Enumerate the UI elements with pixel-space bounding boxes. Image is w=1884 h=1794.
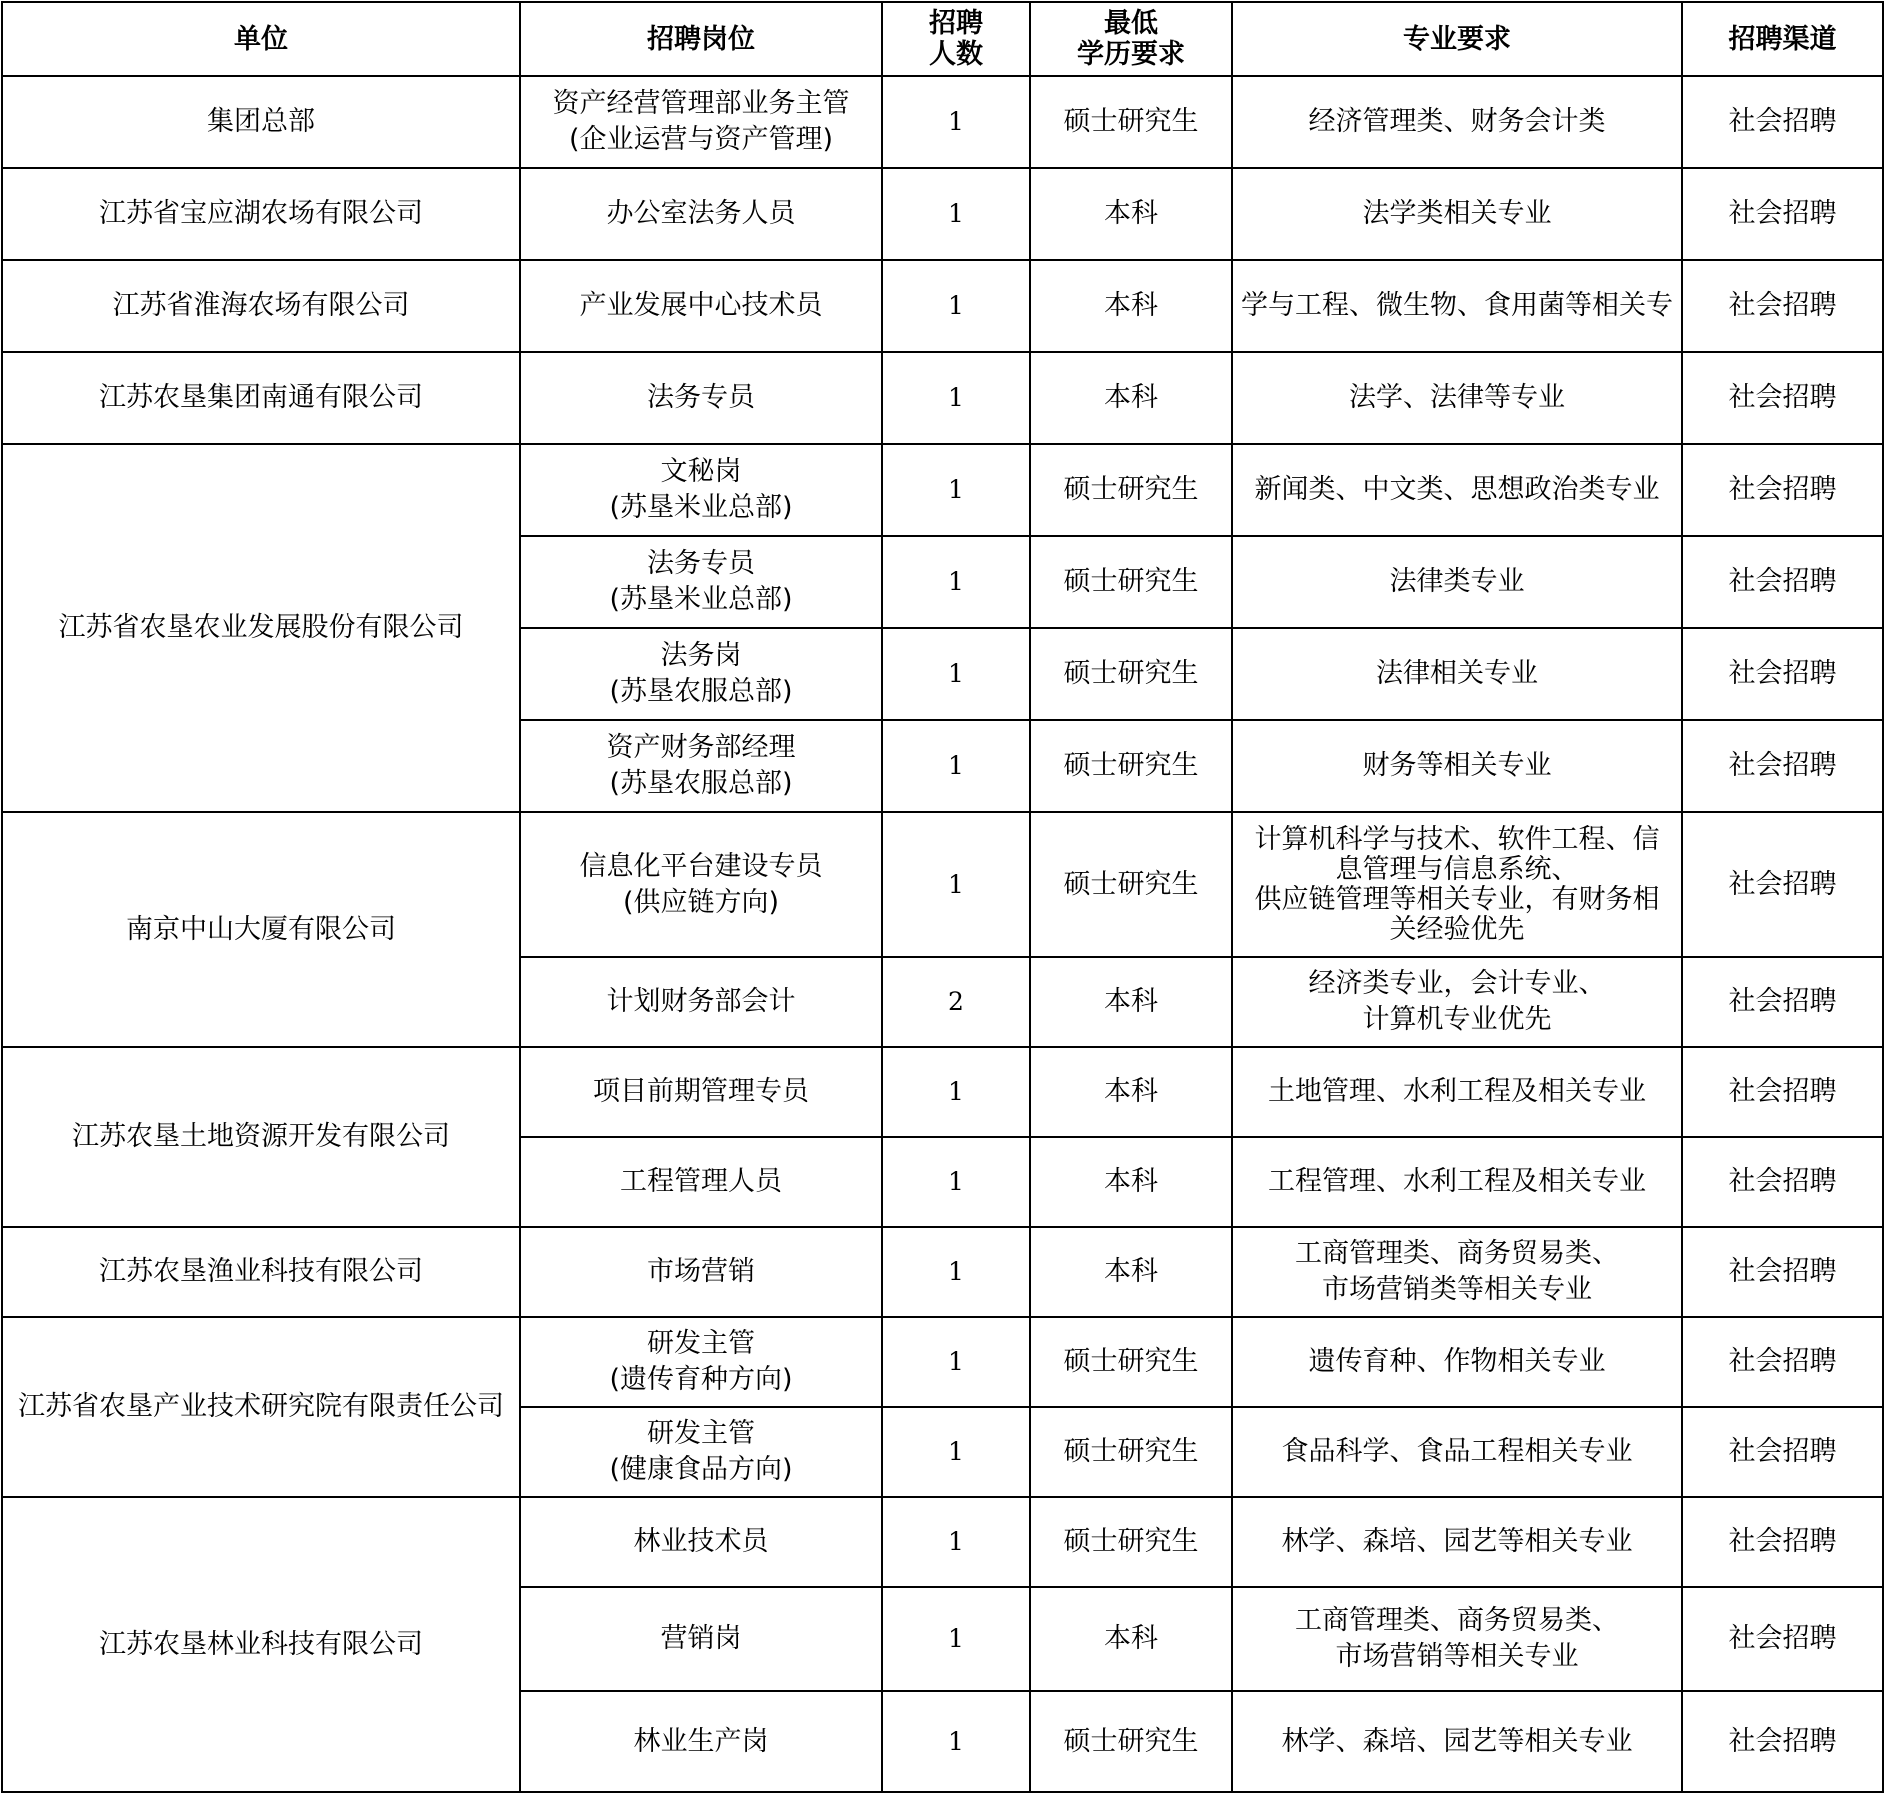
unit-cell: 江苏农垦集团南通有限公司 xyxy=(2,352,520,444)
major-line: 法学、法律等专业 xyxy=(1349,382,1565,413)
position-cell xyxy=(520,444,882,536)
major-line: 法学类相关专业 xyxy=(1362,198,1552,229)
table-row xyxy=(2,444,1883,536)
major-cell xyxy=(1232,1587,1682,1691)
major-line: 法律相关专业 xyxy=(1376,658,1538,689)
position-line: 计划财务部会计 xyxy=(606,986,796,1017)
count-cell: 1 xyxy=(882,1691,1030,1792)
channel-cell: 社会招聘 xyxy=(1682,1497,1883,1587)
channel-cell: 社会招聘 xyxy=(1682,1227,1883,1317)
count-cell: 1 xyxy=(882,628,1030,720)
major-line: 林学、森培、园艺等相关专业 xyxy=(1281,1725,1633,1757)
major-cell xyxy=(1232,1047,1682,1137)
position-line: 法务专员 xyxy=(647,548,755,579)
major-cell xyxy=(1232,168,1682,260)
major-line: 计算机专业优先 xyxy=(1362,1004,1552,1035)
count-cell: 1 xyxy=(882,260,1030,352)
table-header xyxy=(2,2,1883,76)
major-line: 工商管理类、商务贸易类、 xyxy=(1295,1605,1619,1636)
major-line: 遗传育种、作物相关专业 xyxy=(1308,1346,1606,1377)
position-subline: (苏垦农服总部) xyxy=(609,768,793,799)
header-channel: 招聘渠道 xyxy=(1682,2,1883,76)
channel-cell: 社会招聘 xyxy=(1682,76,1883,168)
position-line: 市场营销 xyxy=(647,1256,755,1287)
position-line: 资产财务部经理 xyxy=(606,732,796,763)
major-cell xyxy=(1232,1407,1682,1497)
channel-cell: 社会招聘 xyxy=(1682,536,1883,628)
education-cell: 本科 xyxy=(1030,260,1232,352)
position-subline: (企业运营与资产管理) xyxy=(568,124,834,155)
unit-cell: 江苏省农垦产业技术研究院有限责任公司 xyxy=(2,1317,520,1497)
major-cell xyxy=(1232,1317,1682,1407)
major-line: 学与工程、微生物、食用菌等相关专 xyxy=(1241,290,1673,321)
position-subline: (苏垦米业总部) xyxy=(609,584,793,615)
unit-cell: 南京中山大厦有限公司 xyxy=(2,812,520,1047)
position-cell xyxy=(520,1317,882,1407)
count-cell: 1 xyxy=(882,812,1030,957)
major-cell xyxy=(1232,444,1682,536)
channel-cell: 社会招聘 xyxy=(1682,1587,1883,1691)
education-cell: 本科 xyxy=(1030,1047,1232,1137)
channel-cell: 社会招聘 xyxy=(1682,1407,1883,1497)
recruitment-table xyxy=(1,1,1884,1793)
education-cell: 硕士研究生 xyxy=(1030,628,1232,720)
count-cell: 1 xyxy=(882,1317,1030,1407)
education-cell: 硕士研究生 xyxy=(1030,444,1232,536)
position-line: 项目前期管理专员 xyxy=(593,1076,809,1107)
table-row xyxy=(2,1047,1883,1137)
channel-cell: 社会招聘 xyxy=(1682,812,1883,957)
count-cell: 1 xyxy=(882,76,1030,168)
position-cell xyxy=(520,720,882,812)
table-row xyxy=(2,168,1883,260)
count-cell: 1 xyxy=(882,720,1030,812)
unit-cell: 江苏农垦土地资源开发有限公司 xyxy=(2,1047,520,1227)
unit-cell: 江苏省淮海农场有限公司 xyxy=(2,260,520,352)
unit-cell: 江苏农垦林业科技有限公司 xyxy=(2,1497,520,1792)
position-subline: (遗传育种方向) xyxy=(609,1364,793,1395)
position-line: 法务岗 xyxy=(660,640,742,671)
channel-cell: 社会招聘 xyxy=(1682,957,1883,1047)
position-line: 林业生产岗 xyxy=(633,1725,769,1757)
major-cell xyxy=(1232,1497,1682,1587)
major-line: 林学、森培、园艺等相关专业 xyxy=(1281,1526,1633,1557)
position-cell xyxy=(520,1137,882,1227)
position-subline: (供应链方向) xyxy=(622,886,780,918)
position-cell xyxy=(520,260,882,352)
major-cell xyxy=(1232,260,1682,352)
education-cell: 硕士研究生 xyxy=(1030,536,1232,628)
position-line: 文秘岗 xyxy=(660,456,742,487)
header-row xyxy=(2,2,1883,76)
table-row xyxy=(2,812,1883,957)
position-cell xyxy=(520,1407,882,1497)
position-line: 法务专员 xyxy=(647,382,755,413)
table-body xyxy=(2,76,1883,1792)
position-cell xyxy=(520,168,882,260)
channel-cell: 社会招聘 xyxy=(1682,628,1883,720)
unit-cell: 江苏省宝应湖农场有限公司 xyxy=(2,168,520,260)
position-subline: (苏垦农服总部) xyxy=(609,676,793,707)
position-line: 产业发展中心技术员 xyxy=(579,290,823,321)
major-line: 息管理与信息系统、 xyxy=(1335,854,1579,885)
major-line: 法律类专业 xyxy=(1389,566,1525,597)
channel-cell: 社会招聘 xyxy=(1682,1691,1883,1792)
count-cell: 1 xyxy=(882,536,1030,628)
education-cell: 硕士研究生 xyxy=(1030,720,1232,812)
major-line: 经济类专业，会计专业、 xyxy=(1308,968,1606,999)
header-count-line2: 人数 xyxy=(929,39,983,70)
education-cell: 本科 xyxy=(1030,1587,1232,1691)
position-cell xyxy=(520,1691,882,1792)
count-cell: 1 xyxy=(882,1407,1030,1497)
table-row xyxy=(2,1227,1883,1317)
major-line: 财务等相关专业 xyxy=(1362,750,1552,781)
major-line: 经济管理类、财务会计类 xyxy=(1308,106,1606,137)
position-cell xyxy=(520,1227,882,1317)
major-line: 市场营销等相关专业 xyxy=(1335,1641,1579,1672)
count-cell: 1 xyxy=(882,1497,1030,1587)
education-cell: 本科 xyxy=(1030,957,1232,1047)
education-cell: 硕士研究生 xyxy=(1030,1691,1232,1792)
major-line: 工程管理、水利工程及相关专业 xyxy=(1268,1166,1646,1197)
header-count xyxy=(882,2,1030,76)
channel-cell: 社会招聘 xyxy=(1682,352,1883,444)
major-cell xyxy=(1232,720,1682,812)
position-line: 研发主管 xyxy=(647,1328,755,1359)
major-cell xyxy=(1232,1691,1682,1792)
channel-cell: 社会招聘 xyxy=(1682,720,1883,812)
major-line: 新闻类、中文类、思想政治类专业 xyxy=(1254,474,1660,505)
header-education-line2: 学历要求 xyxy=(1077,39,1185,70)
major-cell xyxy=(1232,352,1682,444)
position-subline: (健康食品方向) xyxy=(609,1454,793,1485)
position-cell xyxy=(520,957,882,1047)
position-cell xyxy=(520,352,882,444)
position-cell xyxy=(520,1587,882,1691)
major-line: 关经验优先 xyxy=(1389,914,1525,945)
education-cell: 本科 xyxy=(1030,168,1232,260)
major-cell xyxy=(1232,1137,1682,1227)
education-cell: 硕士研究生 xyxy=(1030,812,1232,957)
count-cell: 2 xyxy=(882,957,1030,1047)
position-line: 信息化平台建设专员 xyxy=(579,850,823,882)
unit-cell: 江苏农垦渔业科技有限公司 xyxy=(2,1227,520,1317)
count-cell: 1 xyxy=(882,168,1030,260)
table-row xyxy=(2,1497,1883,1587)
major-line: 计算机科学与技术、软件工程、信 xyxy=(1254,824,1660,855)
position-subline: (苏垦米业总部) xyxy=(609,492,793,523)
table-row xyxy=(2,260,1883,352)
major-cell xyxy=(1232,628,1682,720)
education-cell: 硕士研究生 xyxy=(1030,1317,1232,1407)
header-position: 招聘岗位 xyxy=(520,2,882,76)
education-cell: 本科 xyxy=(1030,1137,1232,1227)
count-cell: 1 xyxy=(882,1047,1030,1137)
header-major: 专业要求 xyxy=(1232,2,1682,76)
unit-cell: 集团总部 xyxy=(2,76,520,168)
channel-cell: 社会招聘 xyxy=(1682,168,1883,260)
education-cell: 硕士研究生 xyxy=(1030,1407,1232,1497)
header-education-line1: 最低 xyxy=(1104,8,1158,39)
position-line: 林业技术员 xyxy=(633,1526,769,1557)
position-cell xyxy=(520,1047,882,1137)
major-cell xyxy=(1232,1227,1682,1317)
major-line: 市场营销类等相关专业 xyxy=(1322,1274,1592,1305)
major-cell xyxy=(1232,812,1682,957)
major-cell xyxy=(1232,76,1682,168)
major-cell xyxy=(1232,957,1682,1047)
education-cell: 硕士研究生 xyxy=(1030,76,1232,168)
table-row xyxy=(2,1317,1883,1407)
count-cell: 1 xyxy=(882,1137,1030,1227)
position-line: 研发主管 xyxy=(647,1418,755,1449)
education-cell: 本科 xyxy=(1030,352,1232,444)
table-row xyxy=(2,352,1883,444)
position-line: 资产经营管理部业务主管 xyxy=(552,88,850,119)
position-cell xyxy=(520,76,882,168)
header-count-line1: 招聘 xyxy=(929,8,983,39)
count-cell: 1 xyxy=(882,352,1030,444)
unit-cell: 江苏省农垦农业发展股份有限公司 xyxy=(2,444,520,812)
count-cell: 1 xyxy=(882,1587,1030,1691)
channel-cell: 社会招聘 xyxy=(1682,260,1883,352)
channel-cell: 社会招聘 xyxy=(1682,1047,1883,1137)
position-cell xyxy=(520,1497,882,1587)
major-cell xyxy=(1232,536,1682,628)
channel-cell: 社会招聘 xyxy=(1682,444,1883,536)
header-education xyxy=(1030,2,1232,76)
count-cell: 1 xyxy=(882,444,1030,536)
channel-cell: 社会招聘 xyxy=(1682,1317,1883,1407)
major-line: 工商管理类、商务贸易类、 xyxy=(1295,1238,1619,1269)
count-cell: 1 xyxy=(882,1227,1030,1317)
major-line: 食品科学、食品工程相关专业 xyxy=(1281,1436,1633,1467)
position-line: 办公室法务人员 xyxy=(606,198,796,229)
major-line: 供应链管理等相关专业，有财务相 xyxy=(1254,884,1660,915)
education-cell: 硕士研究生 xyxy=(1030,1497,1232,1587)
education-cell: 本科 xyxy=(1030,1227,1232,1317)
major-line: 土地管理、水利工程及相关专业 xyxy=(1268,1076,1646,1107)
position-line: 营销岗 xyxy=(660,1623,742,1654)
position-line: 工程管理人员 xyxy=(620,1166,782,1197)
table-row xyxy=(2,76,1883,168)
channel-cell: 社会招聘 xyxy=(1682,1137,1883,1227)
position-cell xyxy=(520,628,882,720)
header-unit: 单位 xyxy=(2,2,520,76)
position-cell xyxy=(520,812,882,957)
position-cell xyxy=(520,536,882,628)
